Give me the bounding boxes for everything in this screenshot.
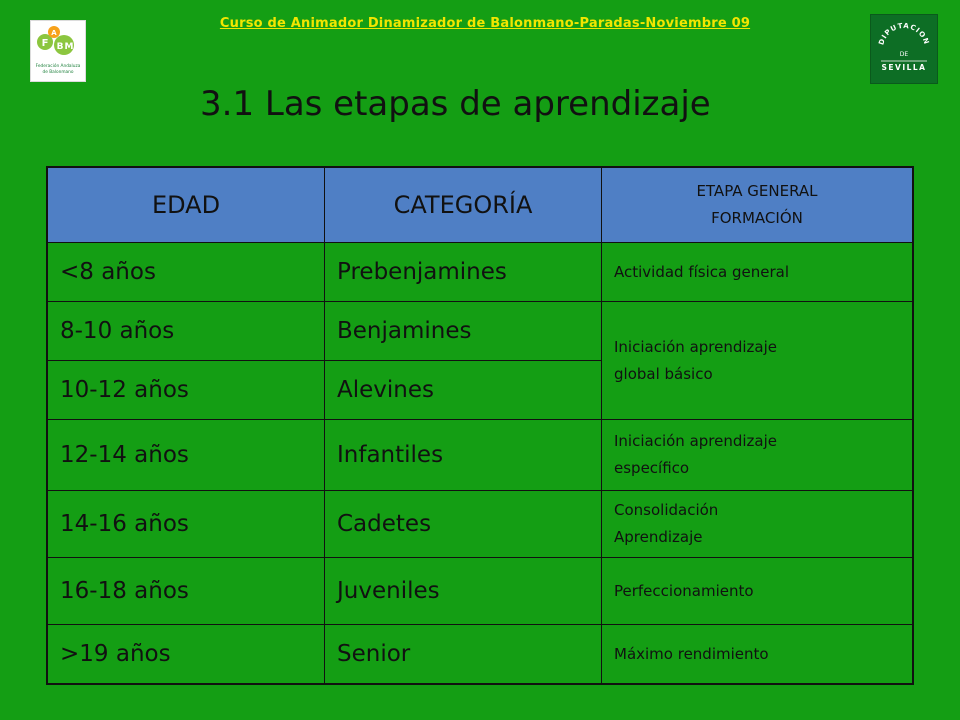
table-row bbox=[47, 558, 913, 625]
table-row bbox=[47, 243, 913, 302]
header-stage-line-1: ETAPA GENERAL bbox=[696, 182, 818, 200]
age-cell: >19 años bbox=[47, 625, 325, 685]
age-cell: <8 años bbox=[47, 243, 325, 302]
stage-cell bbox=[602, 420, 914, 491]
logo-caption-1: Federación Andaluza bbox=[35, 64, 81, 69]
table-header-row bbox=[47, 167, 913, 243]
slide-title: 3.1 Las etapas de aprendizaje bbox=[200, 84, 711, 124]
stage-line-1: Máximo rendimiento bbox=[614, 644, 769, 663]
fabm-logo-graphic bbox=[31, 21, 85, 81]
stage-line-1: Consolidación bbox=[614, 501, 719, 519]
diputacion-sevilla-logo bbox=[870, 14, 938, 84]
category-cell: Prebenjamines bbox=[325, 243, 602, 302]
stage-line-1: Iniciación aprendizaje bbox=[614, 337, 778, 356]
header-category: CATEGORÍA bbox=[325, 167, 602, 243]
category-cell: Infantiles bbox=[325, 420, 602, 491]
course-header: Curso de Animador Dinamizador de Balonmano-Paradas-Noviembre 09 bbox=[219, 16, 751, 31]
age-cell: 16-18 años bbox=[47, 558, 325, 625]
table-row bbox=[47, 625, 913, 685]
header-stage bbox=[602, 167, 914, 243]
logo-arc-text: DIPUTACION bbox=[877, 21, 931, 47]
category-cell: Cadetes bbox=[325, 491, 602, 558]
logo-word-city: SEVILLA bbox=[881, 63, 927, 72]
logo-word-de: DE bbox=[899, 51, 909, 58]
table-row bbox=[47, 420, 913, 491]
header-age: EDAD bbox=[47, 167, 325, 243]
table-row bbox=[47, 302, 913, 361]
stage-line-1: Actividad física general bbox=[614, 262, 789, 281]
age-cell: 12-14 años bbox=[47, 420, 325, 491]
logo-letter-a: A bbox=[51, 29, 57, 37]
stage-cell bbox=[602, 243, 914, 302]
logo-caption-2: de Balonmano bbox=[42, 70, 74, 75]
header-stage-line-2: FORMACIÓN bbox=[711, 209, 803, 227]
category-cell: Juveniles bbox=[325, 558, 602, 625]
fabm-logo bbox=[30, 20, 86, 82]
stage-cell bbox=[602, 625, 914, 685]
stage-line-2: global básico bbox=[614, 364, 713, 383]
logo-letter-b: B bbox=[56, 42, 64, 52]
logo-letter-f: F bbox=[41, 38, 49, 49]
category-cell: Alevines bbox=[325, 361, 602, 420]
age-cell: 10-12 años bbox=[47, 361, 325, 420]
logo-letter-m: M bbox=[64, 42, 74, 52]
stage-line-1: Iniciación aprendizaje bbox=[614, 432, 778, 450]
age-cell: 14-16 años bbox=[47, 491, 325, 558]
stage-line-2: específico bbox=[614, 459, 690, 477]
category-cell: Senior bbox=[325, 625, 602, 685]
age-cell: 8-10 años bbox=[47, 302, 325, 361]
stage-cell bbox=[602, 558, 914, 625]
stage-cell bbox=[602, 491, 914, 558]
table-row bbox=[47, 491, 913, 558]
stage-cell bbox=[602, 302, 914, 420]
stage-line-1: Perfeccionamiento bbox=[614, 581, 754, 600]
diputacion-logo-graphic bbox=[871, 15, 937, 83]
stage-line-2: Aprendizaje bbox=[614, 528, 703, 546]
category-cell: Benjamines bbox=[325, 302, 602, 361]
stages-table bbox=[46, 166, 914, 685]
